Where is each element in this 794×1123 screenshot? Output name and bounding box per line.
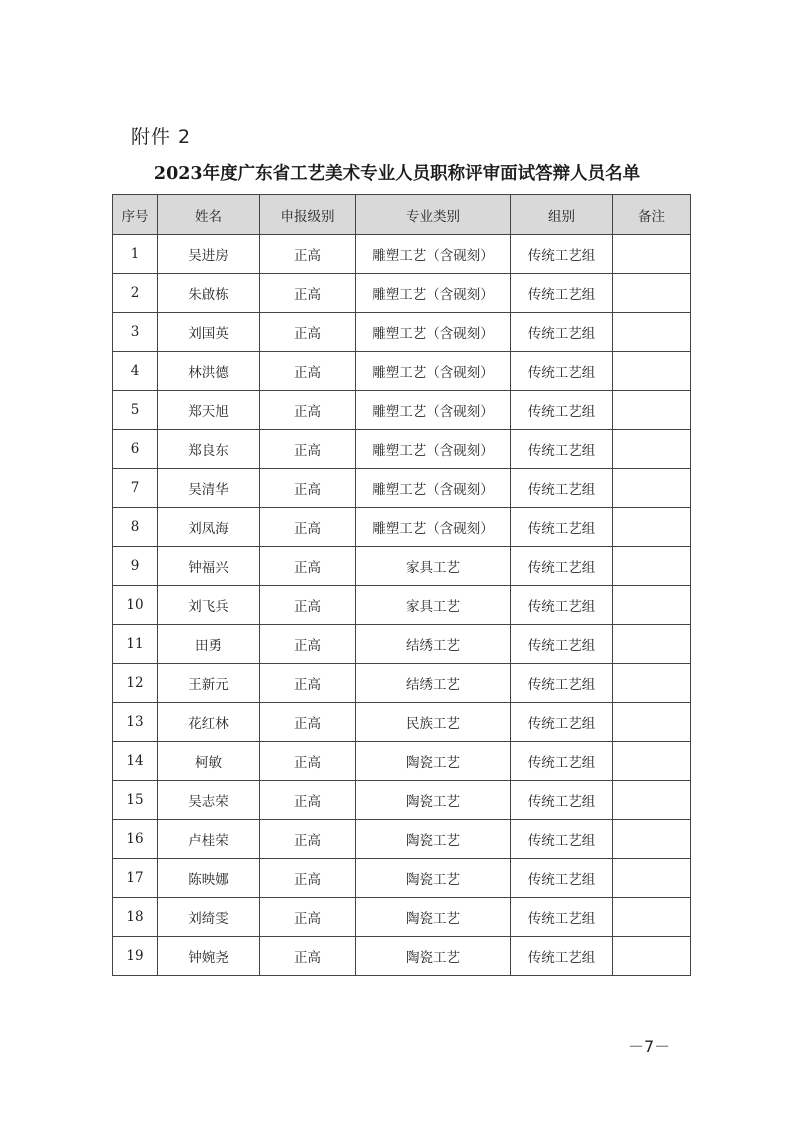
cell-level: 正高	[260, 274, 356, 313]
cell-name: 吴清华	[158, 469, 260, 508]
table-header-row	[113, 195, 691, 235]
cell-note	[613, 469, 691, 508]
cell-group: 传统工艺组	[511, 469, 613, 508]
cell-name: 刘凤海	[158, 508, 260, 547]
header-level: 申报级别	[260, 195, 356, 235]
header-group: 组别	[511, 195, 613, 235]
table-row	[113, 820, 691, 859]
cell-note	[613, 859, 691, 898]
cell-name: 柯敏	[158, 742, 260, 781]
cell-level: 正高	[260, 313, 356, 352]
cell-note	[613, 274, 691, 313]
cell-group: 传统工艺组	[511, 313, 613, 352]
cell-group: 传统工艺组	[511, 547, 613, 586]
cell-category: 陶瓷工艺	[356, 898, 511, 937]
cell-note	[613, 235, 691, 274]
table-row	[113, 703, 691, 742]
cell-seq: 5	[113, 391, 158, 430]
table-row	[113, 664, 691, 703]
cell-note	[613, 820, 691, 859]
cell-seq: 9	[113, 547, 158, 586]
table-row	[113, 742, 691, 781]
cell-name: 刘国英	[158, 313, 260, 352]
header-name: 姓名	[158, 195, 260, 235]
cell-category: 雕塑工艺（含砚刻）	[356, 274, 511, 313]
cell-seq: 7	[113, 469, 158, 508]
cell-group: 传统工艺组	[511, 274, 613, 313]
cell-name: 钟婉尧	[158, 937, 260, 976]
cell-level: 正高	[260, 703, 356, 742]
cell-name: 花红林	[158, 703, 260, 742]
cell-group: 传统工艺组	[511, 937, 613, 976]
cell-category: 雕塑工艺（含砚刻）	[356, 430, 511, 469]
header-seq: 序号	[113, 195, 158, 235]
cell-seq: 19	[113, 937, 158, 976]
cell-group: 传统工艺组	[511, 703, 613, 742]
table-row	[113, 508, 691, 547]
cell-category: 家具工艺	[356, 586, 511, 625]
table-row	[113, 313, 691, 352]
cell-group: 传统工艺组	[511, 625, 613, 664]
table-row	[113, 352, 691, 391]
cell-category: 结绣工艺	[356, 625, 511, 664]
table-row	[113, 937, 691, 976]
cell-group: 传统工艺组	[511, 586, 613, 625]
cell-category: 陶瓷工艺	[356, 820, 511, 859]
cell-note	[613, 625, 691, 664]
cell-seq: 13	[113, 703, 158, 742]
table-row	[113, 781, 691, 820]
cell-level: 正高	[260, 391, 356, 430]
cell-name: 刘绮雯	[158, 898, 260, 937]
cell-name: 王新元	[158, 664, 260, 703]
cell-seq: 16	[113, 820, 158, 859]
table-row	[113, 547, 691, 586]
table-row	[113, 235, 691, 274]
cell-seq: 14	[113, 742, 158, 781]
cell-name: 田勇	[158, 625, 260, 664]
cell-seq: 6	[113, 430, 158, 469]
header-note: 备注	[613, 195, 691, 235]
cell-note	[613, 508, 691, 547]
cell-note	[613, 586, 691, 625]
candidate-table	[112, 194, 691, 976]
cell-group: 传统工艺组	[511, 742, 613, 781]
cell-note	[613, 547, 691, 586]
cell-level: 正高	[260, 820, 356, 859]
cell-name: 朱啟栋	[158, 274, 260, 313]
cell-note	[613, 313, 691, 352]
cell-group: 传统工艺组	[511, 898, 613, 937]
cell-seq: 10	[113, 586, 158, 625]
cell-level: 正高	[260, 859, 356, 898]
cell-level: 正高	[260, 625, 356, 664]
cell-level: 正高	[260, 508, 356, 547]
cell-level: 正高	[260, 235, 356, 274]
header-category: 专业类别	[356, 195, 511, 235]
cell-group: 传统工艺组	[511, 508, 613, 547]
cell-category: 雕塑工艺（含砚刻）	[356, 313, 511, 352]
cell-category: 雕塑工艺（含砚刻）	[356, 352, 511, 391]
cell-note	[613, 898, 691, 937]
cell-category: 雕塑工艺（含砚刻）	[356, 469, 511, 508]
cell-seq: 2	[113, 274, 158, 313]
cell-note	[613, 352, 691, 391]
cell-name: 郑良东	[158, 430, 260, 469]
cell-seq: 12	[113, 664, 158, 703]
table-row	[113, 391, 691, 430]
table-row	[113, 586, 691, 625]
cell-group: 传统工艺组	[511, 664, 613, 703]
cell-level: 正高	[260, 937, 356, 976]
cell-seq: 18	[113, 898, 158, 937]
cell-group: 传统工艺组	[511, 391, 613, 430]
cell-level: 正高	[260, 781, 356, 820]
table-body	[113, 235, 691, 976]
cell-seq: 1	[113, 235, 158, 274]
cell-level: 正高	[260, 430, 356, 469]
cell-level: 正高	[260, 547, 356, 586]
cell-seq: 4	[113, 352, 158, 391]
cell-category: 陶瓷工艺	[356, 859, 511, 898]
cell-category: 结绣工艺	[356, 664, 511, 703]
table-row	[113, 625, 691, 664]
cell-group: 传统工艺组	[511, 235, 613, 274]
cell-name: 刘飞兵	[158, 586, 260, 625]
attachment-label: 附件 2	[131, 126, 192, 148]
cell-note	[613, 430, 691, 469]
cell-name: 吴进房	[158, 235, 260, 274]
cell-level: 正高	[260, 586, 356, 625]
cell-level: 正高	[260, 352, 356, 391]
table-row	[113, 859, 691, 898]
cell-level: 正高	[260, 742, 356, 781]
cell-note	[613, 937, 691, 976]
cell-group: 传统工艺组	[511, 820, 613, 859]
cell-category: 陶瓷工艺	[356, 781, 511, 820]
cell-level: 正高	[260, 898, 356, 937]
table-row	[113, 469, 691, 508]
cell-group: 传统工艺组	[511, 781, 613, 820]
cell-category: 陶瓷工艺	[356, 742, 511, 781]
cell-name: 林洪德	[158, 352, 260, 391]
cell-category: 陶瓷工艺	[356, 937, 511, 976]
cell-seq: 15	[113, 781, 158, 820]
cell-level: 正高	[260, 469, 356, 508]
cell-name: 郑天旭	[158, 391, 260, 430]
table-row	[113, 430, 691, 469]
cell-category: 雕塑工艺（含砚刻）	[356, 508, 511, 547]
cell-note	[613, 781, 691, 820]
cell-category: 家具工艺	[356, 547, 511, 586]
page-number: －7－	[628, 1037, 671, 1056]
cell-note	[613, 742, 691, 781]
cell-note	[613, 391, 691, 430]
table-row	[113, 898, 691, 937]
cell-name: 吴志荣	[158, 781, 260, 820]
cell-name: 卢桂荣	[158, 820, 260, 859]
cell-seq: 17	[113, 859, 158, 898]
cell-note	[613, 664, 691, 703]
cell-seq: 3	[113, 313, 158, 352]
cell-level: 正高	[260, 664, 356, 703]
document-title: 2023年度广东省工艺美术专业人员职称评审面试答辩人员名单	[153, 164, 641, 184]
cell-seq: 8	[113, 508, 158, 547]
table-row	[113, 274, 691, 313]
cell-name: 钟福兴	[158, 547, 260, 586]
cell-category: 雕塑工艺（含砚刻）	[356, 391, 511, 430]
cell-name: 陈映娜	[158, 859, 260, 898]
cell-category: 民族工艺	[356, 703, 511, 742]
cell-group: 传统工艺组	[511, 352, 613, 391]
cell-group: 传统工艺组	[511, 430, 613, 469]
cell-note	[613, 703, 691, 742]
cell-category: 雕塑工艺（含砚刻）	[356, 235, 511, 274]
cell-group: 传统工艺组	[511, 859, 613, 898]
cell-seq: 11	[113, 625, 158, 664]
